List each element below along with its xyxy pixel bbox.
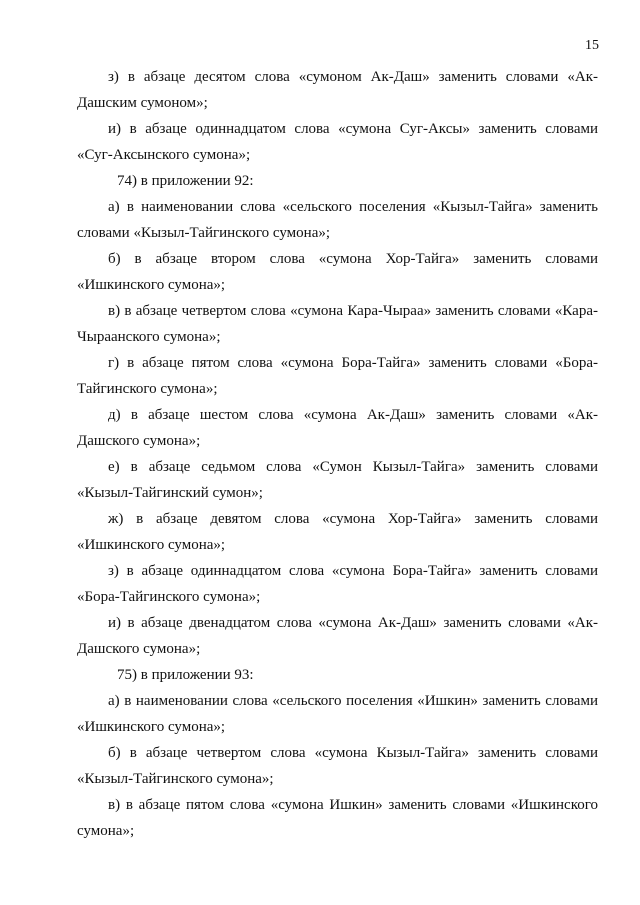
paragraph-z-abzac-10: з) в абзаце десятом слова «сумоном Ак-Даш» заменить словами «Ак-Дашским сумоном»; bbox=[77, 69, 598, 111]
paragraph-a-naimenovanie-2: а) в наименовании слова «сельского поселения «Ишкин» заменить словами «Ишкинского сумона»; bbox=[77, 693, 598, 735]
document-body bbox=[77, 64, 598, 844]
paragraph-v-abzac-5: в) в абзаце пятом слова «сумона Ишкин» заменить словами «Ишкинского сумона»; bbox=[77, 797, 598, 839]
paragraph-i-abzac-11: и) в абзаце одиннадцатом слова «сумона Суг-Аксы» заменить словами «Суг-Аксынского сумона»; bbox=[77, 121, 598, 163]
paragraph-z-abzac-11: з) в абзаце одиннадцатом слова «сумона Бора-Тайга» заменить словами «Бора-Тайгинского сумона»; bbox=[77, 563, 598, 605]
paragraph-zh-abzac-9: ж) в абзаце девятом слова «сумона Хор-Тайга» заменить словами «Ишкинского сумона»; bbox=[77, 511, 598, 553]
paragraph-a-naimenovanie: а) в наименовании слова «сельского поселения «Кызыл-Тайга» заменить словами «Кызыл-Тайгинского сумона»; bbox=[77, 199, 598, 241]
paragraph-item-75: 75) в приложении 93: bbox=[117, 667, 254, 683]
paragraph-d-abzac-6: д) в абзаце шестом слова «сумона Ак-Даш» заменить словами «Ак-Дашского сумона»; bbox=[77, 407, 598, 449]
paragraph-i-abzac-12: и) в абзаце двенадцатом слова «сумона Ак-Даш» заменить словами «Ак-Дашского сумона»; bbox=[77, 615, 598, 657]
paragraph-b-abzac-2: б) в абзаце втором слова «сумона Хор-Тайга» заменить словами «Ишкинского сумона»; bbox=[77, 251, 598, 293]
paragraph-g-abzac-5: г) в абзаце пятом слова «сумона Бора-Тайга» заменить словами «Бора-Тайгинского сумона»; bbox=[77, 355, 598, 397]
paragraph-e-abzac-7: е) в абзаце седьмом слова «Сумон Кызыл-Тайга» заменить словами «Кызыл-Тайгинский сумон»; bbox=[77, 459, 598, 501]
paragraph-v-abzac-4: в) в абзаце четвертом слова «сумона Кара-Чыраа» заменить словами «Кара-Чыраанского сумона»; bbox=[77, 303, 598, 345]
paragraph-b-abzac-4: б) в абзаце четвертом слова «сумона Кызыл-Тайга» заменить словами «Кызыл-Тайгинского сумона»; bbox=[77, 745, 598, 787]
page-number: 15 bbox=[585, 38, 599, 53]
paragraph-item-74: 74) в приложении 92: bbox=[117, 173, 254, 189]
